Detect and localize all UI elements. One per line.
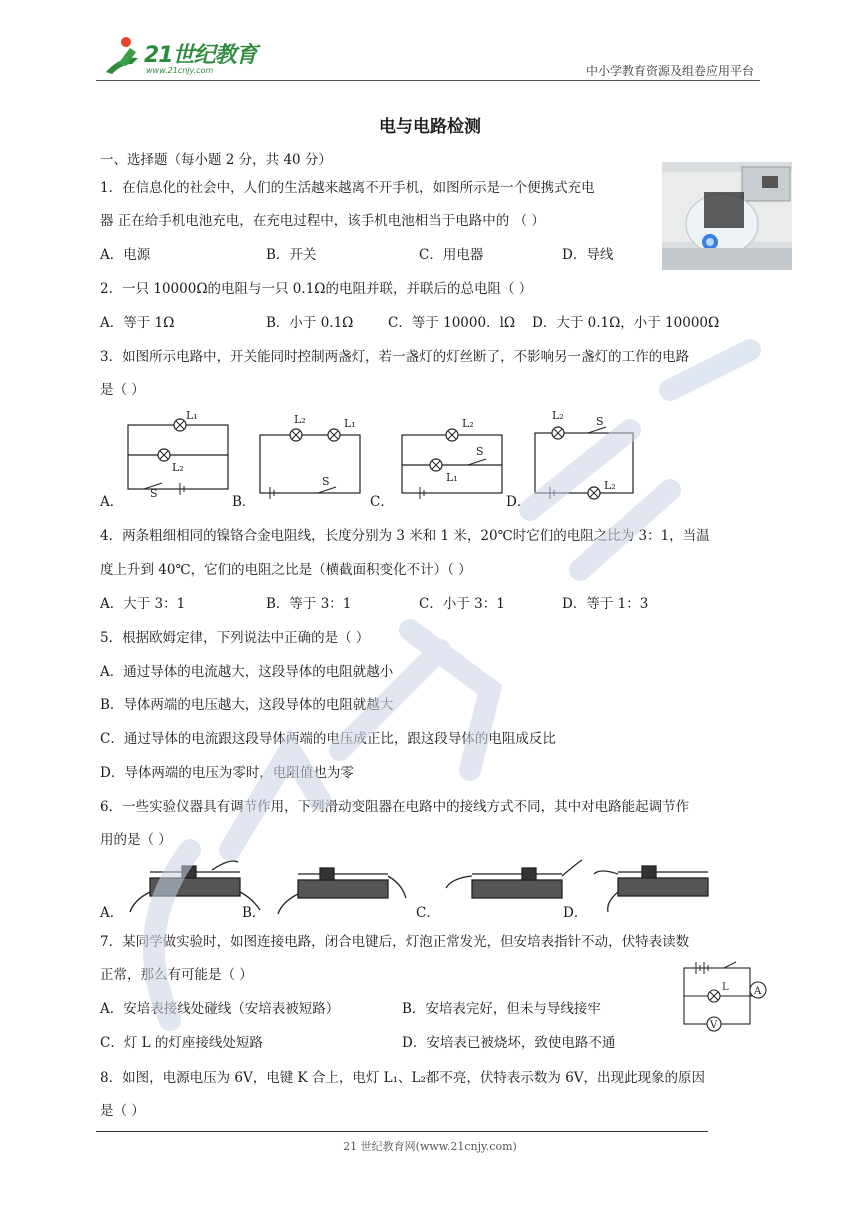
q8-line1: 8．如图，电源电压为 6V，电键 K 合上，电灯 L₁、L₂都不亮，伏特表示数为 6V，出现此现象的原因 xyxy=(100,1070,706,1086)
q3-b-s-label: S xyxy=(322,475,330,488)
q3-a-s-label: S xyxy=(150,487,158,500)
q4-line2: 度上升到 40℃，它们的电阻之比是（横截面积变化不计）（ ） xyxy=(100,562,472,578)
q7-line1: 7．某同学做实验时，如图连接电路，闭合电键后，灯泡正常发光，但安培表指针不动，伏特表读数 xyxy=(100,934,690,950)
q1-option-a: A．电源 xyxy=(100,247,151,263)
q6-option-b: B． xyxy=(242,905,266,921)
q3-option-b: B． xyxy=(232,494,256,510)
q4-option-d: D．等于 1：3 xyxy=(562,596,649,612)
q3-d-s-label: S xyxy=(596,415,604,428)
q7-option-d: D．安培表已被烧坏，致使电路不通 xyxy=(402,1035,616,1051)
q6-option-a: A． xyxy=(100,905,124,921)
logo-text: 21世纪教育 xyxy=(144,43,257,68)
q6-option-c: C． xyxy=(416,905,440,921)
q5-option-c: C．通过导体的电流跟这段导体两端的电压成正比，跟这段导体的电阻成反比 xyxy=(100,731,556,747)
q3-option-a: A． xyxy=(100,494,124,510)
q3-b-l2-label: L₂ xyxy=(294,413,306,426)
q3-a-l1-label: L₁ xyxy=(186,409,198,422)
q2-option-d: D．大于 0.1Ω，小于 10000Ω xyxy=(532,315,720,331)
q7-option-a: A．安培表接线处碰线（安培表被短路） xyxy=(100,1001,340,1017)
q6-line1: 6．一些实验仪器具有调节作用，下列滑动变阻器在电路中的接线方式不同，其中对电路能起调节作 xyxy=(100,799,690,815)
q3-d-l2b-label: L₂ xyxy=(604,479,616,492)
q3-option-d: D． xyxy=(506,494,531,510)
section-heading: 一、选择题（每小题 2 分，共 40 分） xyxy=(100,152,332,168)
platform-label: 中小学教育资源及组卷应用平台 xyxy=(585,64,754,78)
q7-circuit-diagram xyxy=(676,960,772,1032)
q2-option-c: C．等于 10000．lΩ xyxy=(388,315,516,331)
q5-line1: 5．根据欧姆定律，下列说法中正确的是（ ） xyxy=(100,630,370,646)
footer-text: 21 世纪教育网(www.21cnjy.com) xyxy=(343,1140,517,1153)
logo-url: www.21cnjy.com xyxy=(146,66,214,75)
q3-c-l1-label: L₁ xyxy=(446,471,458,484)
q1-option-d: D．导线 xyxy=(562,247,614,263)
q5-option-a: A．通过导体的电流越大，这段导体的电阻就越小 xyxy=(100,664,394,680)
q3-line1: 3．如图所示电路中，开关能同时控制两盏灯，若一盏灯的灯丝断了，不影响另一盏灯的工作的电路 xyxy=(100,349,690,365)
q1-option-b: B．开关 xyxy=(266,247,317,263)
q2-option-a: A．等于 1Ω xyxy=(100,315,175,331)
q3-option-c: C． xyxy=(370,494,394,510)
q7-ammeter-label: A xyxy=(754,986,762,997)
q7-voltmeter-label: V xyxy=(710,1020,718,1031)
q7-option-b: B．安培表完好，但未与导线接牢 xyxy=(402,1001,601,1017)
header-divider xyxy=(96,80,760,81)
q1-option-c: C．用电器 xyxy=(419,247,484,263)
q6-line2: 用的是（ ） xyxy=(100,832,172,848)
q7-option-c: C．灯 L 的灯座接线处短路 xyxy=(100,1035,263,1051)
q3-d-l2-label: L₂ xyxy=(552,409,564,422)
q6-option-d: D． xyxy=(563,905,588,921)
page-title: 电与电路检测 xyxy=(379,117,481,137)
q7-l-label: L xyxy=(722,982,729,993)
q3-b-l1-label: L₁ xyxy=(344,417,356,430)
q3-line2: 是（ ） xyxy=(100,382,145,398)
q3-c-s-label: S xyxy=(476,445,484,458)
q4-option-b: B．等于 3：1 xyxy=(266,596,352,612)
q2-option-b: B．小于 0.1Ω xyxy=(266,315,354,331)
q3-a-l2-label: L₂ xyxy=(172,461,184,474)
q3-c-l2-label: L₂ xyxy=(462,417,474,430)
q5-option-d: D．导体两端的电压为零时，电阻值也为零 xyxy=(100,765,354,781)
q4-option-c: C．小于 3：1 xyxy=(419,596,505,612)
q8-line2: 是（ ） xyxy=(100,1103,145,1119)
q7-line2: 正常，那么有可能是（ ） xyxy=(100,967,253,983)
q4-option-a: A．大于 3：1 xyxy=(100,596,186,612)
q4-line1: 4．两条粗细相同的镍铬合金电阻线，长度分别为 3 米和 1 米，20℃时它们的电阻之比为 3：1，当温 xyxy=(100,528,710,544)
q1-line1: 1．在信息化的社会中，人们的生活越来越离不开手机，如图所示是一个便携式充电 xyxy=(100,180,595,196)
q5-option-b: B．导体两端的电压越大，这段导体的电阻就越大 xyxy=(100,697,394,713)
charger-photo-icon xyxy=(662,162,792,270)
footer-divider xyxy=(96,1131,708,1132)
q2-line1: 2．一只 10000Ω的电阻与一只 0.1Ω的电阻并联，并联后的总电阻（ ） xyxy=(100,281,533,297)
q1-line2: 器 正在给手机电池充电，在充电过程中，该手机电池相当于电路中的 （ ） xyxy=(100,213,545,229)
